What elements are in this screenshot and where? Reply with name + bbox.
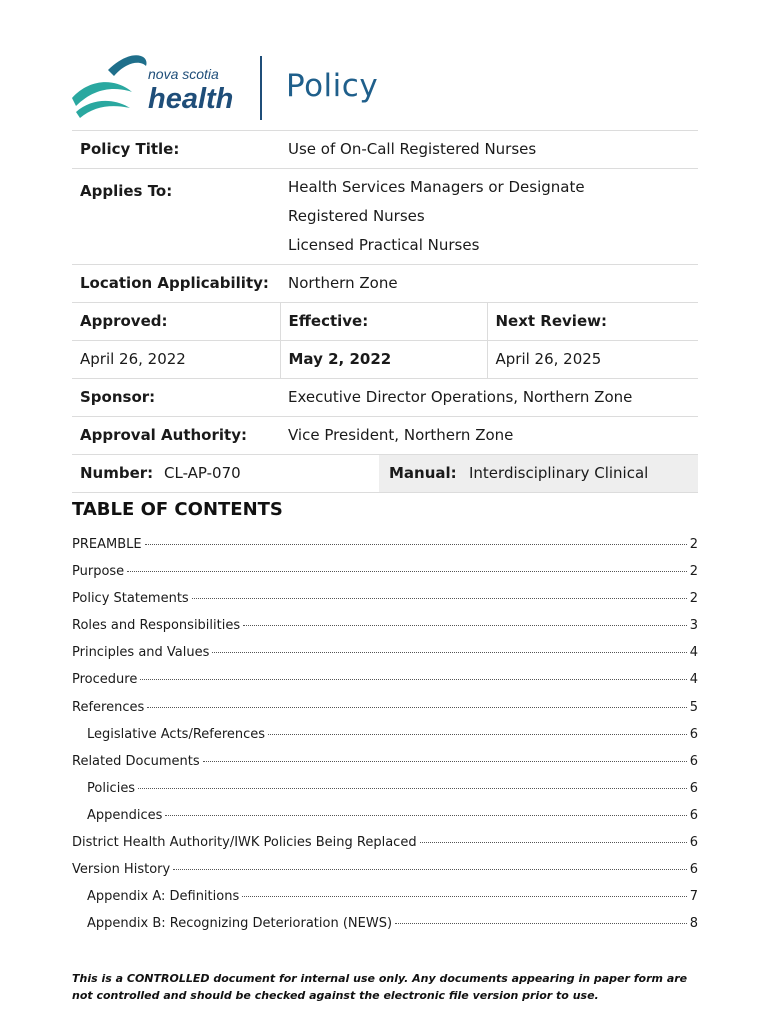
applies-to-item: Health Services Managers or Designate (288, 178, 585, 196)
meta-row-sponsor (72, 379, 698, 417)
toc-leader-dots (192, 598, 687, 599)
approval-authority-label: Approval Authority: (72, 417, 280, 455)
toc-leader-dots (243, 625, 687, 626)
toc-entry-text: Legislative Acts/References (87, 726, 266, 742)
toc-entry-text: References (72, 699, 145, 715)
toc-entry-text: Version History (72, 862, 171, 878)
toc-entry-page: 8 (689, 916, 698, 932)
toc-entry-page: 2 (689, 564, 698, 580)
toc-entry[interactable] (72, 645, 698, 672)
manual-value: Interdisciplinary Clinical (469, 464, 649, 482)
toc-entry-text: Policies (87, 780, 136, 796)
document-type: Policy (286, 68, 379, 104)
toc-entry-page: 6 (689, 835, 698, 851)
toc-entry-page: 5 (689, 699, 698, 715)
manual-cell (389, 455, 698, 493)
policy-title-value: Use of On-Call Registered Nurses (280, 131, 698, 169)
toc-leader-dots (173, 869, 687, 870)
toc-entry[interactable] (72, 727, 698, 754)
toc-entry-text: Roles and Responsibilities (72, 618, 241, 634)
applies-to-values (280, 169, 698, 265)
policy-meta-table (72, 130, 698, 493)
approved-label: Approved: (72, 303, 280, 341)
toc-entry[interactable] (72, 618, 698, 645)
toc-entry-page: 6 (689, 780, 698, 796)
toc-entry-page: 6 (689, 726, 698, 742)
toc-entry[interactable] (72, 564, 698, 591)
toc-entry-text: Appendices (87, 807, 163, 823)
toc-leader-dots (242, 896, 686, 897)
toc-entry[interactable] (72, 835, 698, 862)
toc-entry[interactable] (72, 591, 698, 618)
next-review-value: April 26, 2025 (487, 341, 698, 379)
toc-entry-page: 2 (689, 591, 698, 607)
toc-entry-text: District Health Authority/IWK Policies Being Replaced (72, 835, 417, 851)
toc-entry[interactable] (72, 808, 698, 835)
number-value: CL-AP-070 (164, 464, 241, 482)
sponsor-value: Executive Director Operations, Northern Zone (280, 379, 698, 417)
approval-authority-value: Vice President, Northern Zone (280, 417, 698, 455)
toc-leader-dots (140, 679, 686, 680)
meta-row-applies (72, 169, 698, 265)
applies-to-item: Licensed Practical Nurses (288, 236, 480, 254)
toc-entry-text: Appendix B: Recognizing Deterioration (NEWS) (87, 916, 393, 932)
controlled-document-notice: This is a CONTROLLED document for internal use only. Any documents appearing in paper form are not controlled and should be checked against the electronic file version prior to use. (72, 972, 688, 1002)
toc-entry[interactable] (72, 781, 698, 808)
toc-entry[interactable] (72, 672, 698, 699)
sponsor-label: Sponsor: (72, 379, 280, 417)
nova-scotia-health-logo (70, 50, 250, 120)
table-of-contents (72, 537, 698, 943)
toc-entry-text: Appendix A: Definitions (87, 889, 240, 905)
approved-value: April 26, 2022 (72, 341, 280, 379)
toc-leader-dots (420, 842, 687, 843)
toc-leader-dots (127, 571, 687, 572)
toc-entry-text: PREAMBLE (72, 537, 142, 552)
toc-entry-text: Principles and Values (72, 645, 210, 661)
toc-entry-page: 6 (689, 807, 698, 823)
toc-entry[interactable] (72, 537, 698, 564)
location-label: Location Applicability: (72, 265, 280, 303)
applies-to-item: Registered Nurses (288, 207, 425, 225)
manual-label: Manual: (389, 464, 457, 482)
toc-leader-dots (165, 815, 686, 816)
toc-leader-dots (145, 544, 687, 545)
toc-entry-page: 7 (689, 889, 698, 905)
effective-value: May 2, 2022 (280, 341, 487, 379)
meta-row-dates-labels (72, 303, 698, 341)
toc-entry[interactable] (72, 754, 698, 781)
effective-label: Effective: (280, 303, 487, 341)
toc-entry-page: 4 (689, 672, 698, 688)
toc-entry[interactable] (72, 889, 698, 916)
logo-line2: health (148, 83, 234, 115)
meta-row-number-manual (72, 455, 698, 493)
toc-entry[interactable] (72, 916, 698, 943)
toc-entry-text: Policy Statements (72, 591, 189, 607)
toc-leader-dots (138, 788, 687, 789)
toc-entry-page: 3 (689, 618, 698, 634)
toc-entry-text: Related Documents (72, 753, 200, 769)
toc-leader-dots (268, 734, 687, 735)
toc-leader-dots (147, 707, 686, 708)
location-value: Northern Zone (280, 265, 698, 303)
toc-entry[interactable] (72, 700, 698, 727)
toc-entry-page: 6 (689, 862, 698, 878)
applies-to-label: Applies To: (72, 169, 280, 265)
number-label: Number: (80, 464, 154, 482)
meta-row-title (72, 131, 698, 169)
logo-line1: nova scotia (148, 66, 219, 82)
toc-entry-text: Purpose (72, 564, 125, 580)
toc-entry-text: Procedure (72, 672, 138, 688)
toc-entry-page: 6 (689, 753, 698, 769)
meta-row-dates-values (72, 341, 698, 379)
toc-entry-page: 4 (689, 645, 698, 661)
meta-row-authority (72, 417, 698, 455)
toc-entry[interactable] (72, 862, 698, 889)
policy-title-label: Policy Title: (72, 131, 280, 169)
toc-leader-dots (395, 923, 687, 924)
next-review-label: Next Review: (487, 303, 698, 341)
toc-leader-dots (212, 652, 686, 653)
toc-title: TABLE OF CONTENTS (72, 499, 283, 520)
toc-leader-dots (203, 761, 687, 762)
meta-row-location (72, 265, 698, 303)
toc-entry-page: 2 (689, 537, 698, 552)
header-divider (260, 56, 262, 120)
